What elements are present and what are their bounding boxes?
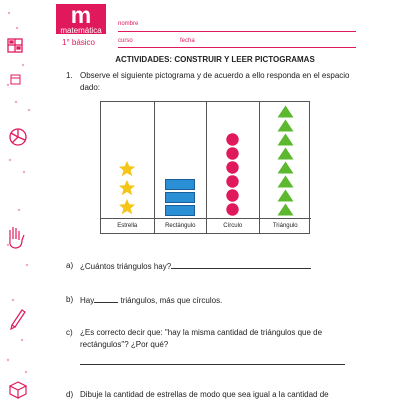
question-b-prefix: b) <box>66 295 74 304</box>
rectangle-stack <box>155 177 207 216</box>
triangle-icon <box>277 105 294 118</box>
question-c-line-2: rectángulos"? ¿Por qué? <box>80 340 169 349</box>
question-a <box>80 260 311 273</box>
rectangle-icon <box>165 179 195 190</box>
column-label: Rectángulo <box>155 218 207 233</box>
circle-stack <box>207 132 259 216</box>
circle-icon <box>226 175 239 188</box>
triangle-icon <box>277 147 294 160</box>
abacus-icon <box>8 39 22 52</box>
question-a-prefix: a) <box>66 261 74 270</box>
column-label: Estrella <box>101 218 154 233</box>
course-label: curso <box>118 38 133 44</box>
question-a-text: ¿Cuántos triángulos hay? <box>80 262 172 271</box>
star-icon <box>117 179 137 197</box>
calendar-icon <box>11 75 20 84</box>
star-stack <box>101 159 154 216</box>
question-b-after: triángulos, más que círculos. <box>120 296 223 305</box>
question-1-number: 1. <box>66 71 73 80</box>
triangle-icon <box>277 175 294 188</box>
triangle-icon <box>277 161 294 174</box>
pie-chart-icon <box>10 129 26 145</box>
name-label: nombre <box>118 21 139 27</box>
date-label: fecha <box>180 38 195 44</box>
pictogram <box>100 101 310 234</box>
sidebar-decoration <box>0 0 40 400</box>
triangle-stack <box>260 104 312 216</box>
rectangle-icon <box>165 205 195 216</box>
pictogram-column-circle <box>206 102 259 233</box>
triangle-icon <box>277 189 294 202</box>
star-icon <box>117 198 137 216</box>
pictogram-column-rectangle <box>154 102 207 233</box>
course-date-field-line[interactable] <box>118 47 356 48</box>
triangle-icon <box>277 133 294 146</box>
logo-letter: m <box>70 2 92 28</box>
pictogram-column-triangle <box>259 102 312 233</box>
star-icon <box>117 160 137 178</box>
column-label: Triángulo <box>260 218 312 233</box>
circle-icon <box>226 147 239 160</box>
question-1-line-2: dado: <box>80 83 101 92</box>
question-d-prefix: d) <box>66 390 74 399</box>
page-title: ACTIVIDADES: CONSTRUIR Y LEER PICTOGRAMAS <box>115 55 315 64</box>
rectangle-icon <box>165 192 195 203</box>
triangle-icon <box>277 119 294 132</box>
cube-icon <box>10 382 26 398</box>
circle-icon <box>226 161 239 174</box>
pencil-icon <box>11 310 25 329</box>
question-b <box>80 294 222 307</box>
question-d-text: Dibuje la cantidad de estrellas de modo que sea igual a la cantidad de <box>80 390 329 399</box>
circle-icon <box>226 203 239 216</box>
column-label: Círculo <box>207 218 259 233</box>
subject-label: matemática <box>60 26 102 35</box>
question-c-line-1: ¿Es correcto decir que: "hay la misma cantidad de triángulos que de <box>80 328 323 337</box>
answer-a-blank[interactable] <box>171 260 311 269</box>
question-b-before: Hay <box>80 296 95 305</box>
brand-logo <box>56 4 106 34</box>
circle-icon <box>226 133 239 146</box>
triangle-icon <box>277 203 294 216</box>
question-c-prefix: c) <box>66 328 73 337</box>
answer-c-line[interactable] <box>80 364 345 365</box>
hand-icon <box>10 227 24 248</box>
question-1-line-1: Observe el siguiente pictograma y de acuerdo a ello responda en el espacio <box>80 71 350 80</box>
pictogram-column-star <box>101 102 154 233</box>
answer-b-blank[interactable] <box>94 294 118 303</box>
grade-label: 1° básico <box>62 38 95 47</box>
circle-icon <box>226 189 239 202</box>
name-field-line[interactable] <box>118 31 356 32</box>
